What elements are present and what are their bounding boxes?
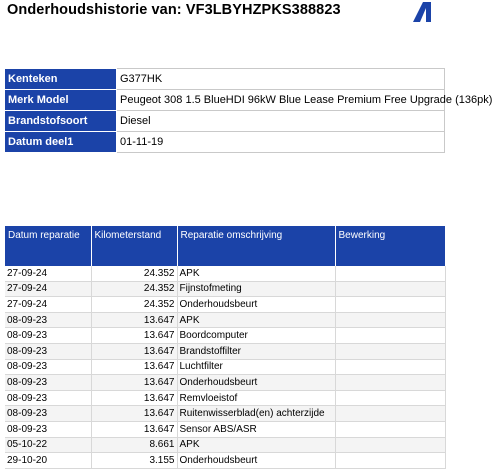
cell-date: 08-09-23 [5,390,91,406]
cell-description: Fijnstofmeting [177,281,335,297]
cell-mileage: 13.647 [91,343,177,359]
cell-action [335,359,445,375]
cell-action [335,312,445,328]
table-header-row [5,226,445,266]
table-row [5,312,445,328]
cell-action [335,437,445,453]
vehicle-info-row [5,132,445,153]
cell-description: Onderhoudsbeurt [177,453,335,469]
table-row [5,390,445,406]
maintenance-history-table [5,226,446,469]
vehicle-info-row [5,111,445,132]
cell-action [335,390,445,406]
table-row [5,453,445,469]
cell-description: Boordcomputer [177,328,335,344]
cell-action [335,266,445,281]
cell-description: Ruitenwisserblad(en) achterzijde [177,406,335,422]
col-header-mileage: Kilometerstand [91,226,177,266]
cell-date: 27-09-24 [5,297,91,313]
cell-description: Onderhoudsbeurt [177,375,335,391]
table-row [5,297,445,313]
cell-date: 29-10-20 [5,453,91,469]
table-row [5,406,445,422]
col-header-date: Datum reparatie [5,226,91,266]
vehicle-info-value: 01-11-19 [117,132,445,153]
brand-logo-icon [411,2,431,22]
table-row [5,359,445,375]
table-row [5,421,445,437]
cell-date: 27-09-24 [5,266,91,281]
table-row [5,343,445,359]
cell-mileage: 13.647 [91,421,177,437]
cell-date: 08-09-23 [5,421,91,437]
cell-action [335,297,445,313]
cell-mileage: 24.352 [91,266,177,281]
cell-action [335,421,445,437]
cell-mileage: 13.647 [91,390,177,406]
vehicle-info-label: Kenteken [5,69,117,90]
vehicle-info-table [5,68,492,153]
page-title: Onderhoudshistorie van: VF3LBYHZPKS388823 [7,2,341,18]
vehicle-info-value: Peugeot 308 1.5 BlueHDI 96kW Blue Lease Premium Free Upgrade (136pk) [117,90,445,111]
cell-mileage: 24.352 [91,297,177,313]
cell-mileage: 13.647 [91,312,177,328]
cell-date: 08-09-23 [5,328,91,344]
vehicle-info-label: Datum deel1 [5,132,117,153]
cell-description: Luchtfilter [177,359,335,375]
vehicle-info-label: Brandstofsoort [5,111,117,132]
cell-description: APK [177,312,335,328]
cell-mileage: 13.647 [91,406,177,422]
vehicle-info-value: Diesel [117,111,445,132]
cell-mileage: 8.661 [91,437,177,453]
cell-description: APK [177,266,335,281]
table-row [5,266,445,281]
vehicle-info-row [5,90,445,111]
cell-date: 08-09-23 [5,375,91,391]
cell-action [335,453,445,469]
cell-action [335,281,445,297]
cell-date: 08-09-23 [5,343,91,359]
cell-action [335,343,445,359]
cell-date: 27-09-24 [5,281,91,297]
vehicle-info-row [5,69,445,90]
cell-description: Sensor ABS/ASR [177,421,335,437]
cell-date: 08-09-23 [5,406,91,422]
cell-mileage: 13.647 [91,328,177,344]
cell-mileage: 3.155 [91,453,177,469]
table-row [5,375,445,391]
cell-mileage: 24.352 [91,281,177,297]
cell-description: Remvloeistof [177,390,335,406]
cell-action [335,406,445,422]
cell-action [335,328,445,344]
table-row [5,437,445,453]
cell-description: APK [177,437,335,453]
cell-description: Onderhoudsbeurt [177,297,335,313]
cell-mileage: 13.647 [91,375,177,391]
col-header-description: Reparatie omschrijving [177,226,335,266]
table-row [5,281,445,297]
cell-action [335,375,445,391]
table-row [5,328,445,344]
cell-mileage: 13.647 [91,359,177,375]
col-header-action: Bewerking [335,226,445,266]
vehicle-info-label: Merk Model [5,90,117,111]
cell-description: Brandstoffilter [177,343,335,359]
cell-date: 08-09-23 [5,312,91,328]
cell-date: 08-09-23 [5,359,91,375]
cell-date: 05-10-22 [5,437,91,453]
vehicle-info-value: G377HK [117,69,445,90]
